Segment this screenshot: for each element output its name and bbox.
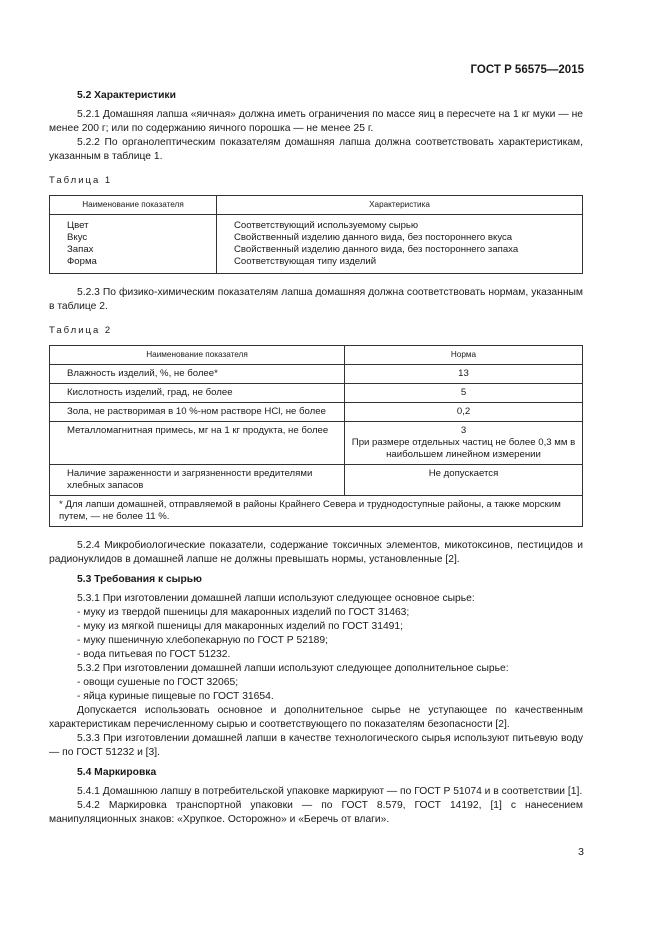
table-2-row-value: 13 (345, 365, 583, 384)
paragraph-5-3-3: 5.3.3 При изготовлении домашней лапши в качестве технологического сырья используют питьевую воду — по ГОСТ 51232 и [3]. (49, 733, 583, 758)
table-2-header-name: Наименование показателя (50, 346, 345, 365)
list-item: - муку из твердой пшеницы для макаронных изделий по ГОСТ 31463; (77, 607, 410, 618)
document-id: ГОСТ Р 56575—2015 (470, 64, 584, 76)
table-1-name: Запах (67, 244, 94, 255)
section-title-5-3: 5.3 Требования к сырью (77, 574, 202, 585)
table-2-row-value: 0,2 (345, 403, 583, 422)
table-2-note-row (50, 496, 583, 527)
paragraph-5-4-1: 5.4.1 Домашнюю лапшу в потребительской упаковке маркируют — по ГОСТ Р 51074 и в соответствии [1]. (77, 786, 583, 797)
table-2-row-name: Наличие зараженности и загрязненности вредителями хлебных запасов (50, 465, 345, 496)
paragraph-5-4-2: 5.4.2 Маркировка транспортной упаковки — по ГОСТ 8.579, ГОСТ 14192, [1] с нанесением манипуляционных знаков: «Хрупкое. Осторожно» и «Беречь от влаги». (49, 800, 583, 825)
table-1-name: Цвет (67, 220, 89, 231)
table-2-row-name: Кислотность изделий, град, не более (50, 384, 345, 403)
section-title-5-2: 5.2 Характеристики (77, 90, 176, 101)
table-2-row-value-cell (345, 422, 583, 465)
table-row (50, 365, 583, 384)
table-2-footnote: * Для лапши домашней, отправляемой в районы Крайнего Севера и труднодоступные районы, а также морским путем, — не более 11 %. (50, 496, 583, 527)
page-number: 3 (578, 846, 584, 858)
table-2-row-value: 5 (345, 384, 583, 403)
table-1-values-cell (217, 215, 583, 274)
paragraph-5-2-4: 5.2.4 Микробиологические показатели, содержание токсичных элементов, микотоксинов, пестицидов и радионуклидов в домашней лапше не должны превышать нормы, установленные [2]. (49, 540, 583, 565)
table-row (50, 384, 583, 403)
paragraph-5-2-1: 5.2.1 Домашняя лапша «яичная» должна иметь ограничения по массе яиц в пересчете на 1 кг муки — не менее 200 г; или по содержанию яичного порошка — не менее 25 г. (49, 109, 583, 134)
table-1 (49, 195, 583, 274)
table-row (50, 422, 583, 465)
table-1-header-value: Характеристика (217, 196, 583, 215)
table-2-row-name: Зола, не растворимая в 10 %-ном растворе HCl, не более (50, 403, 345, 422)
table-row (50, 403, 583, 422)
table-1-value: Свойственный изделию данного вида, без постороннего запаха (234, 244, 519, 255)
table-1-names-cell (50, 215, 217, 274)
table-2-caption: Таблица 2 (49, 325, 113, 336)
section-title-5-4: 5.4 Маркировка (77, 767, 157, 778)
paragraph-5-2-3: 5.2.3 По физико-химическим показателям лапша домашняя должна соответствовать нормам, указанным в таблице 2. (49, 287, 583, 312)
table-row (50, 465, 583, 496)
table-1-value: Свойственный изделию данного вида, без постороннего вкуса (234, 232, 513, 243)
table-1-value: Соответствующая типу изделий (234, 256, 377, 267)
table-2-row-name: Влажность изделий, %, не более* (50, 365, 345, 384)
list-item: - овощи сушеные по ГОСТ 32065; (77, 677, 239, 688)
table-2-header-value: Норма (345, 346, 583, 365)
list-item: - муку пшеничную хлебопекарную по ГОСТ Р 52189; (77, 635, 328, 646)
table-1-value: Соответствующий используемому сырью (234, 220, 419, 231)
table-2 (49, 345, 583, 527)
table-1-caption: Таблица 1 (49, 175, 113, 186)
list-item: - муку из мягкой пшеницы для макаронных изделий по ГОСТ 31491; (77, 621, 404, 632)
table-2-row-value: 3 (460, 425, 467, 436)
table-1-name: Вкус (67, 232, 88, 243)
list-item: - вода питьевая по ГОСТ 51232. (77, 649, 231, 660)
table-2-row-value-extra: При размере отдельных частиц не более 0,3 мм в наибольшем линейном измерении (351, 437, 576, 460)
list-item: - яйца куриные пищевые по ГОСТ 31654. (77, 691, 274, 702)
table-1-header-name: Наименование показателя (50, 196, 217, 215)
paragraph-5-3-2: 5.3.2 При изготовлении домашней лапши используют следующее дополнительное сырье: (77, 663, 509, 674)
paragraph-5-2-2: 5.2.2 По органолептическим показателям домашняя лапша должна соответствовать характеристикам, указанным в таблице 1. (49, 137, 583, 162)
page-content (49, 89, 583, 827)
table-2-row-name: Металломагнитная примесь, мг на 1 кг продукта, не более (50, 422, 345, 465)
paragraph-5-3-1: 5.3.1 При изготовлении домашней лапши используют следующее основное сырье: (77, 593, 475, 604)
table-2-row-value: Не допускается (345, 465, 583, 496)
table-1-name: Форма (67, 256, 97, 267)
paragraph-5-3-allowance: Допускается использовать основное и дополнительное сырье не уступающее по качественным характеристикам перечисленному сырью и соответствующего по показателям безопасности [2]. (49, 705, 583, 730)
